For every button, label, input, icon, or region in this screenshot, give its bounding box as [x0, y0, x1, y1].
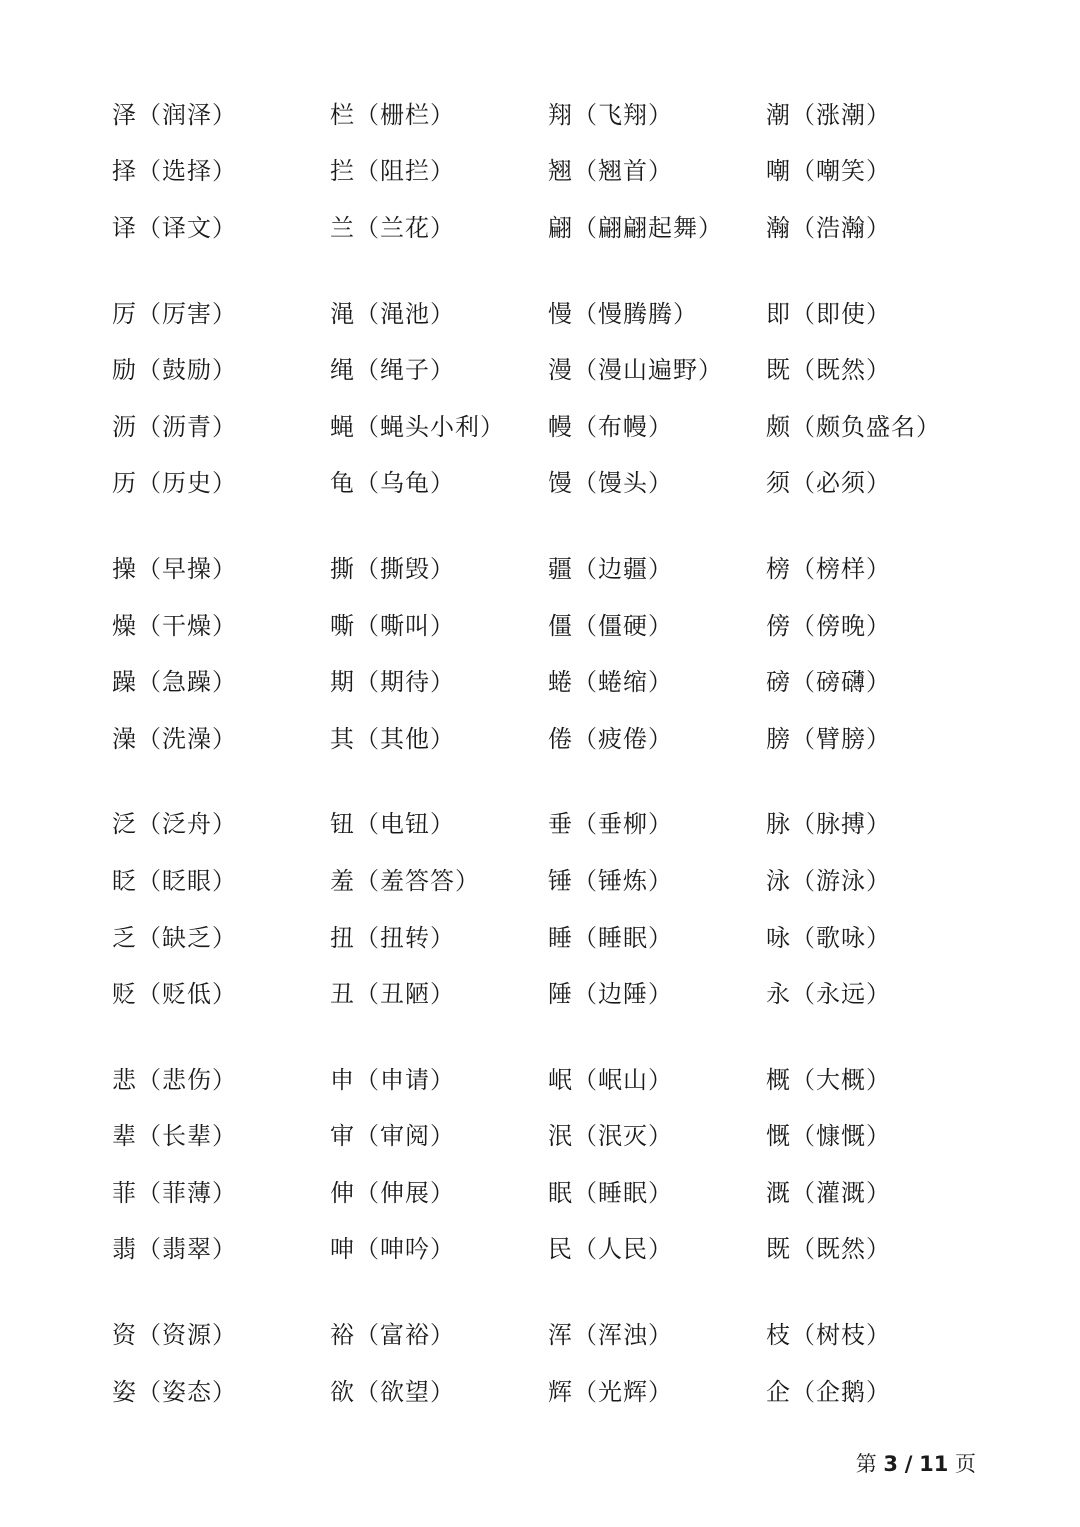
word-entry: 嘶（嘶叫） [330, 611, 455, 640]
word-group [112, 283, 1012, 509]
word-row [112, 907, 1012, 964]
word-entry: 咏（歌咏） [766, 923, 891, 952]
word-row [112, 708, 1012, 765]
word-entry: 兰（兰花） [330, 213, 455, 242]
word-row [112, 197, 1012, 254]
page-total: 11 [919, 1452, 949, 1476]
word-entry: 脉（脉搏） [766, 810, 891, 839]
word-entry: 眠（睡眠） [548, 1178, 673, 1207]
word-row [112, 538, 1012, 595]
word-entry: 陲（边陲） [548, 980, 673, 1009]
word-entry: 傍（傍晚） [766, 611, 891, 640]
word-row [112, 141, 1012, 198]
word-entry: 民（人民） [548, 1235, 673, 1264]
word-entry: 疆（边疆） [548, 554, 673, 583]
word-entry: 溉（灌溉） [766, 1178, 891, 1207]
word-entry: 悲（悲伤） [112, 1065, 237, 1094]
word-entry: 其（其他） [330, 724, 455, 753]
word-entry: 泽（润泽） [112, 100, 237, 129]
word-group [112, 538, 1012, 764]
word-entry: 蜷（蜷缩） [548, 668, 673, 697]
word-row [112, 651, 1012, 708]
word-entry: 既（既然） [766, 356, 891, 385]
word-entry: 即（即使） [766, 299, 891, 328]
word-entry: 裕（富裕） [330, 1321, 455, 1350]
word-row [112, 1304, 1012, 1361]
word-entry: 栏（栅栏） [330, 100, 455, 129]
word-row [112, 963, 1012, 1020]
word-row [112, 84, 1012, 141]
word-entry: 澡（洗澡） [112, 724, 237, 753]
word-entry: 呻（呻吟） [330, 1235, 455, 1264]
word-entry: 沥（沥青） [112, 412, 237, 441]
word-entry: 资（资源） [112, 1321, 237, 1350]
page-prefix: 第 [855, 1452, 877, 1476]
word-entry: 择（选择） [112, 157, 237, 186]
word-entry: 泳（游泳） [766, 866, 891, 895]
word-entry: 审（审阅） [330, 1122, 455, 1151]
word-entry: 睡（睡眠） [548, 923, 673, 952]
word-entry: 既（既然） [766, 1235, 891, 1264]
word-entry: 翡（翡翠） [112, 1235, 237, 1264]
word-entry: 撕（撕毁） [330, 554, 455, 583]
word-entry: 慨（慷慨） [766, 1122, 891, 1151]
word-entry: 姿（姿态） [112, 1377, 237, 1406]
word-entry: 企（企鹅） [766, 1377, 891, 1406]
word-entry: 瀚（浩瀚） [766, 213, 891, 242]
word-entry: 浑（浑浊） [548, 1321, 673, 1350]
word-entry: 颇（颇负盛名） [766, 412, 941, 441]
word-entry: 躁（急躁） [112, 668, 237, 697]
word-entry: 羞（羞答答） [330, 866, 480, 895]
page-suffix: 页 [955, 1452, 976, 1476]
word-entry: 辉（光辉） [548, 1377, 673, 1406]
word-entry: 历（历史） [112, 469, 237, 498]
word-row [112, 1106, 1012, 1163]
word-entry: 期（期待） [330, 668, 455, 697]
word-entry: 拦（阻拦） [330, 157, 455, 186]
word-entry: 龟（乌龟） [330, 469, 455, 498]
word-entry: 渑（渑池） [330, 299, 455, 328]
word-entry: 概（大概） [766, 1065, 891, 1094]
word-entry: 锤（锤炼） [548, 866, 673, 895]
word-entry: 漫（漫山遍野） [548, 356, 723, 385]
word-entry: 须（必须） [766, 469, 891, 498]
word-entry: 馒（馒头） [548, 469, 673, 498]
word-entry: 操（早操） [112, 554, 237, 583]
word-row [112, 1162, 1012, 1219]
word-entry: 永（永远） [766, 980, 891, 1009]
word-entry: 贬（贬低） [112, 980, 237, 1009]
word-row [112, 850, 1012, 907]
word-group [112, 794, 1012, 1020]
word-entry: 厉（厉害） [112, 299, 237, 328]
word-entry: 眨（眨眼） [112, 866, 237, 895]
word-groups [112, 84, 1012, 1446]
page-separator: / [904, 1452, 913, 1476]
word-entry: 僵（僵硬） [548, 611, 673, 640]
page-current: 3 [883, 1452, 899, 1476]
word-row [112, 595, 1012, 652]
word-entry: 欲（欲望） [330, 1377, 455, 1406]
word-entry: 蝇（蝇头小利） [330, 412, 505, 441]
word-entry: 扭（扭转） [330, 923, 455, 952]
word-group [112, 1304, 1012, 1417]
page-number [856, 1448, 976, 1478]
word-entry: 翘（翘首） [548, 157, 673, 186]
word-entry: 泛（泛舟） [112, 810, 237, 839]
word-entry: 丑（丑陋） [330, 980, 455, 1009]
word-entry: 乏（缺乏） [112, 923, 237, 952]
word-entry: 辈（长辈） [112, 1122, 237, 1151]
word-entry: 申（申请） [330, 1065, 455, 1094]
word-entry: 励（鼓励） [112, 356, 237, 385]
word-entry: 幔（布幔） [548, 412, 673, 441]
word-entry: 泯（泯灭） [548, 1122, 673, 1151]
word-entry: 枝（树枝） [766, 1321, 891, 1350]
word-row [112, 1361, 1012, 1418]
word-entry: 翩（翩翩起舞） [548, 213, 723, 242]
word-entry: 燥（干燥） [112, 611, 237, 640]
word-row [112, 1219, 1012, 1276]
word-entry: 嘲（嘲笑） [766, 157, 891, 186]
word-entry: 伸（伸展） [330, 1178, 455, 1207]
word-entry: 榜（榜样） [766, 554, 891, 583]
word-entry: 慢（慢腾腾） [548, 299, 698, 328]
word-entry: 译（译文） [112, 213, 237, 242]
word-entry: 倦（疲倦） [548, 724, 673, 753]
word-entry: 磅（磅礴） [766, 668, 891, 697]
word-group [112, 1049, 1012, 1275]
word-entry: 菲（菲薄） [112, 1178, 237, 1207]
word-row [112, 396, 1012, 453]
word-row [112, 283, 1012, 340]
word-entry: 垂（垂柳） [548, 810, 673, 839]
word-entry: 绳（绳子） [330, 356, 455, 385]
word-row [112, 794, 1012, 851]
word-group [112, 84, 1012, 254]
word-entry: 膀（臂膀） [766, 724, 891, 753]
word-row [112, 453, 1012, 510]
word-entry: 钮（电钮） [330, 810, 455, 839]
word-entry: 潮（涨潮） [766, 100, 891, 129]
word-entry: 翔（飞翔） [548, 100, 673, 129]
word-row [112, 1049, 1012, 1106]
word-entry: 岷（岷山） [548, 1065, 673, 1094]
word-row [112, 339, 1012, 396]
